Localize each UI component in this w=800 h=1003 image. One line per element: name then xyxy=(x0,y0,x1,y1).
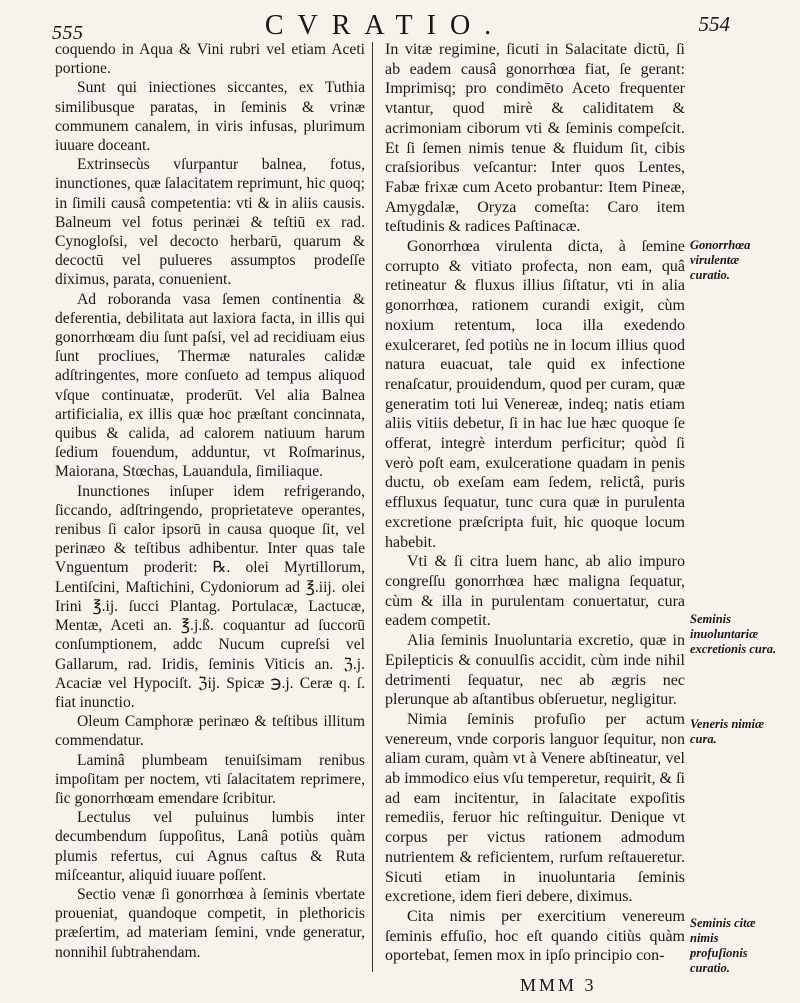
paragraph: Sunt qui iniectiones siccantes, ex Tuthia similibusque paratas, in ſeminis & vrinæ communem canalem, in viris infusas, plurimum iuuare doceant. xyxy=(55,79,365,155)
right-column xyxy=(385,40,685,966)
margin-note: Seminis citæ nimis profuſionis curatio. xyxy=(690,916,756,975)
paragraph: Vti & ſi citra luem hanc, ab alio impuro congreſſu gonorrhœa hæc maligna ſequatur, cùm & illa in purulentam conuertatur, cura eadem competit. xyxy=(385,553,685,630)
signature-mark: MMM 3 xyxy=(520,975,597,995)
paragraph: Gonorrhœa virulenta dicta, à ſemine corrupto & vitiato profecta, non eam, quâ retineatur & fluxus illius ſiſtatur, vti in alia gonorrhœa, rationem curandi exigit, cùm noxium retentum, loca illa exedendo exulceraret, ſed potiùs ne in locum illius quod natura euacuat, tale quid ex infectione renaſcatur, prouidendum, quod per curam, quæ generatim toti lui Venereæ, indeq; natis etiam aliis vitiis debetur, ſi in hac lue hæc quoque ſe offerat, integrè interdum perficitur; quòd ſi verò poſt eam, exulceratione quadam in penis ductu, ob exeſam eam ſedem, relictâ, puris effluxus ſequatur, tunc cura quæ in purulenta excretione præſcripta fuit, hic quoque locum habebit. xyxy=(385,238,685,551)
margin-note: Veneris nimiæ cura. xyxy=(690,717,764,746)
paragraph: Alia ſeminis Inuoluntaria excretio, quæ in Epilepticis & conuulſis accidit, cùm inde nihil detrimenti ſequatur, nec ab ægris nec plerunque ab aſtantibus obſeruetur, negligitur. xyxy=(385,632,685,709)
paragraph: Extrinsecùs vſurpantur balnea, fotus, inunctiones, quæ ſalacitatem reprimunt, hic quoq; in ſimili causâ competentia: vti & in aliis causis. Balneum vel fotus perinæi & teſtiū ex rad. Cynogloſsi, vel decocto herbarū, quarum & decoctū vel pulueres assumptos prodeſſe diximus, parata, conuenient. xyxy=(55,156,365,289)
margin-note: Gonorrhœa virulentæ curatio. xyxy=(690,238,751,282)
column-rule xyxy=(372,42,373,972)
paragraph: Lectulus vel puluinus lumbis inter decumbendum ſuppoſitus, Lanâ potiùs quàm plumis refertus, cui Agnus caſtus & Ruta miſceantur, aliquid iuuare poſſent. xyxy=(55,809,365,884)
right-page-number: 554 xyxy=(698,12,730,36)
running-head xyxy=(40,10,730,44)
paragraph: Nimia ſeminis profuſio per actum venereum, vnde corporis languor ſequitur, non aliam curam, quàm vt à Venere abſtineatur, vel ab immodico eius vſu temperetur, requirit, & ſi ad eam incitentur, in ſalacitate expoſitis remediis, feruor hic reſtinguitur. Denique vt corpus per victus rationem admodum nutrientem & reficientem, rurſum reſtaueretur. Sicuti etiam in inuoluntaria ſeminis excretione, idem fieri debere, diximus. xyxy=(385,710,685,906)
paragraph: Sectio venæ ſi gonorrhœa à ſeminis vbertate proueniat, quandoque competit, in plethoricis præſertim, ad materiam ſemini, vnde generatur, nonnihil ſubtrahendam. xyxy=(55,885,365,961)
margin-note: Seminis inuoluntariæ excretionis cura. xyxy=(690,612,777,656)
paragraph: Laminâ plumbeam tenuiſsimam renibus impoſitam per noctem, vti ſalacitatem reprimere, ſic gonorrhœam emendare ſcribitur. xyxy=(55,751,365,807)
paragraph: Ad roboranda vasa ſemen continentia & deferentia, debilitata aut laxiora facta, in illis qui gonorrhœam diu ſunt paſsi, vel ad recidiuam eius ſunt procliues, Thermæ naturales calidæ adſtringentes, more conſueto ad tempus aliquod vſque continuatæ, proderūt. Vel alia Balnea artificialia, ex illis quæ hoc præſtant concinnata, quibus & calida, ad calorem natiuum harum ſedium fouendum, adduntur, vt Roſmarinus, Maiorana, Stœchas, Lauandula, ſimiliaque. xyxy=(55,290,365,481)
running-title: CVRATIO. xyxy=(264,10,506,41)
paragraph: Inunctiones inſuper idem refrigerando, ſiccando, adſtringendo, proprietateve operantes, renibus ſi calor ipsorū in causa quoque ſit, vel perinæo & teſtibus adhibentur. Inter quas tale Vnguentum proderit: ℞. olei Myrtillorum, Lentiſcini, Maſtichini, Cydoniorum ad ℥.iij. olei Irini ℥.ij. ſucci Plantag. Portulacæ, Lactucæ, Mentæ, Aceti an. ℥.j.ß. coquantur ad ſuccorū conſumptionem, addc Nucum cupreſsi vel Gallarum, rad. Iridis, ſeminis Viticis an. ℨ.j. Acaciæ vel Hypociſt. ℨij. Spicæ ℈.j. Ceræ q. ſ. fiat inunctio. xyxy=(55,482,365,711)
left-column xyxy=(55,40,365,962)
left-page-number: 555 xyxy=(52,22,84,44)
paragraph: Oleum Camphoræ perinæo & teſtibus illitum commendatur. xyxy=(55,713,365,750)
paragraph: In vitæ regimine, ſicuti in Salacitate dictū, ſi ab eadem causâ gonorrhœa fiat, ſe gerant: Imprimisq; pro condimēto Aceto frequenter vtantur, quod mirè & caliditatem & acrimoniam ciborum vti & ſeminis compeſcit. Et ſi ſemen nimis tenue & fluidum ſit, cibis craſsioribus veſcantur: Inter quos Lentes, Fabæ frixæ cum Aceto probantur: Item Pineæ, Amygdalæ, Oryza comeſta: Caro item teſtudinis & radices Paſtinacæ. xyxy=(385,41,685,236)
paragraph: Cita nimis per exercitium venereum ſeminis effuſio, hoc eſt quando citiùs quàm oportebat, ſemen mox in ipſo principio con- xyxy=(385,907,685,965)
paragraph: coquendo in Aqua & Vini rubri vel etiam Aceti portione. xyxy=(55,41,365,78)
